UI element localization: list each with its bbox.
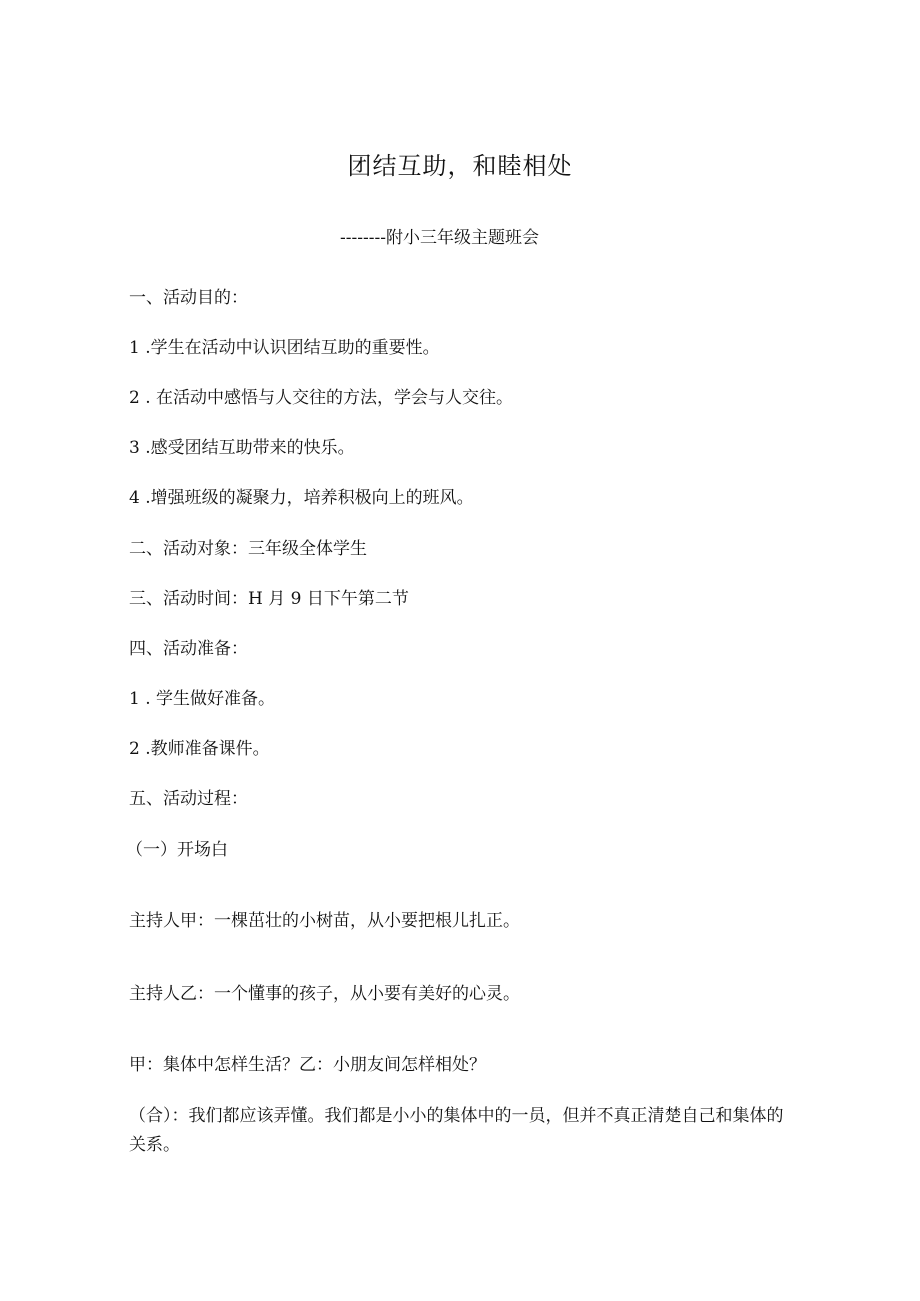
prep-item-2: 2 .教师准备课件。	[129, 739, 270, 759]
section-heading-prep: 四、活动准备：	[129, 639, 248, 659]
goal-item-1: 1 .学生在活动中认识团结互助的重要性。	[129, 338, 440, 358]
host-a-line: 主持人甲：一棵茁壮的小树苗，从小要把根儿扎正。	[129, 911, 520, 931]
prep-item-1: 1 . 学生做好准备。	[129, 689, 276, 709]
section-heading-process: 五、活动过程：	[129, 789, 248, 809]
dialogue-line: 甲：集体中怎样生活？乙：小朋友间怎样相处？	[129, 1055, 486, 1075]
part-heading-opening: （一）开场白	[126, 840, 228, 860]
section-audience: 二、活动对象：三年级全体学生	[129, 539, 367, 559]
goal-item-2: 2 . 在活动中感悟与人交往的方法，学会与人交往。	[129, 388, 514, 408]
document-subtitle: --------附小三年级主题班会	[340, 228, 539, 248]
host-b-line: 主持人乙：一个懂事的孩子，从小要有美好的心灵。	[129, 984, 520, 1004]
section-time: 三、活动时间：H 月 9 日下午第二节	[129, 589, 409, 609]
together-paragraph: （合）：我们都应该弄懂。我们都是小小的集体中的一员，但并不真正清楚自己和集体的关系。	[129, 1106, 784, 1155]
document-title: 团结互助，和睦相处	[347, 152, 573, 180]
goal-item-3: 3 .感受团结互助带来的快乐。	[129, 438, 355, 458]
section-heading-goals: 一、活动目的：	[129, 288, 248, 308]
goal-item-4: 4 .增强班级的凝聚力，培养积极向上的班风。	[129, 488, 474, 508]
